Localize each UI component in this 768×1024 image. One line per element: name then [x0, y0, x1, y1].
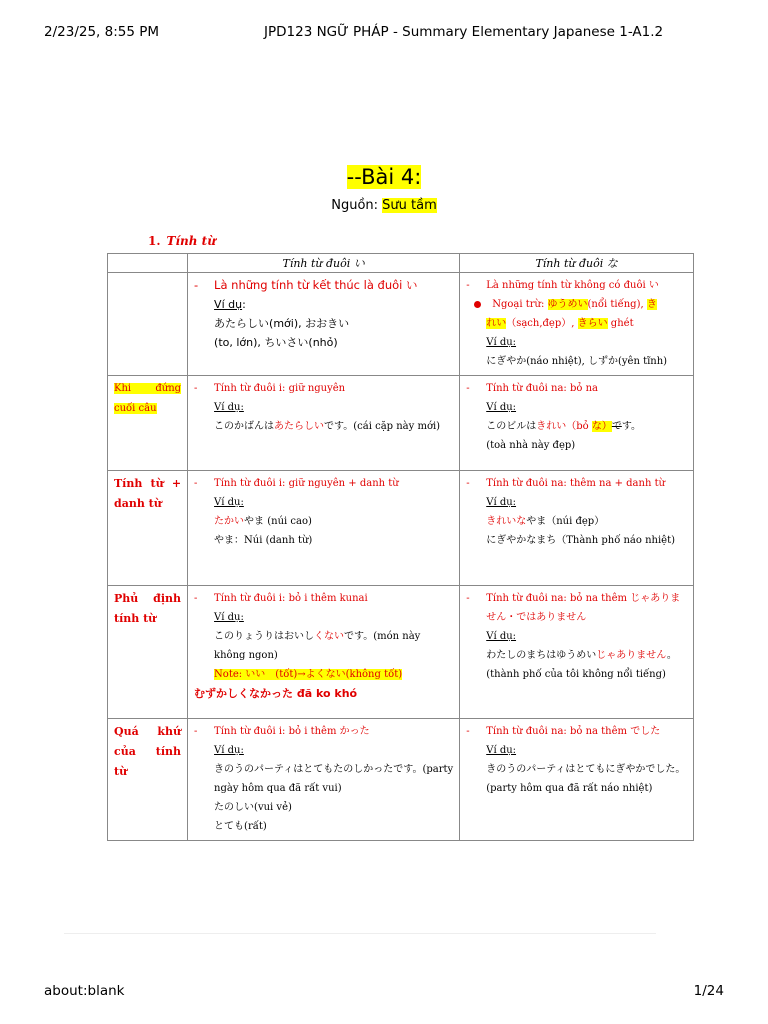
i-definition-rule: - Là những tính từ kết thúc là đuôi い	[194, 278, 418, 292]
na-rule-cell	[460, 719, 694, 841]
row-label-cell	[108, 471, 188, 586]
na-definition-cell	[460, 273, 694, 376]
na-exception-item-cont: れい（sạch,đẹp）, きらい ghét	[486, 318, 634, 329]
i-example: このかばんはあたらしいです。(cái cặp này mới)	[214, 421, 441, 432]
na-rule: - Tính từ đuôi na: bỏ na thêm でした	[466, 726, 661, 737]
na-example-label: Ví dụ:	[486, 497, 517, 508]
na-definition-rule: - Là những tính từ không có đuôi い	[466, 280, 659, 291]
print-page-number: 1/24	[693, 983, 724, 999]
i-rule-cell	[188, 471, 460, 586]
na-example-1: きのうのパーティはとてもにぎやかでした。(party hôm qua đã rất náo nhiệt)	[486, 764, 686, 794]
na-example-label: Ví dụ:	[486, 631, 517, 642]
print-url: about:blank	[44, 983, 125, 999]
header-na-adjective: Tính từ đuôi な	[460, 254, 694, 273]
i-rule-cell	[188, 719, 460, 841]
na-example-label: Ví dụ:	[486, 402, 517, 413]
table-row-definition	[108, 273, 694, 376]
i-definition-cell	[188, 273, 460, 376]
table-row-sentence-end	[108, 376, 694, 471]
table-row-adj-noun	[108, 471, 694, 586]
table-header-row	[108, 254, 694, 273]
i-rule-cell	[188, 376, 460, 471]
row-label-empty	[108, 273, 188, 376]
na-rule: - Tính từ đuôi na: bỏ na thêm じゃありません・ではありません	[466, 593, 681, 623]
na-exception-item: Ngoại trừ: ゆうめい(nổi tiếng), き	[466, 295, 687, 314]
na-rule: - Tính từ đuôi na: thêm na + danh từ	[466, 478, 666, 489]
page-divider	[64, 933, 656, 934]
i-rule: - Tính từ đuôi i: giữ nguyên	[194, 383, 346, 394]
source-value: Sưu tầm	[382, 198, 437, 213]
row-label-cell	[108, 719, 188, 841]
row-label-cell	[108, 586, 188, 719]
i-example-3: とても(rất)	[214, 821, 267, 832]
na-example-label: Ví dụ:	[486, 745, 517, 756]
row-label: Khi đứng cuối câu	[114, 383, 182, 414]
na-example-1: きれいなやま（núi đẹp）	[486, 516, 605, 527]
row-label: Phủ định tính từ	[114, 592, 182, 625]
row-label: Quá khứ của tính từ	[114, 725, 182, 778]
print-datetime: 2/23/25, 8:55 PM	[44, 24, 160, 40]
i-example-1: きのうのパーティはとてもたのしかったです。(party ngày hôm qua đã rất vui)	[214, 764, 454, 794]
source-sep: :	[373, 198, 383, 213]
lesson-title	[0, 165, 768, 189]
i-example-label: Ví dụ:	[214, 745, 244, 756]
source-label: Nguồn	[331, 198, 374, 213]
na-rule-cell	[460, 586, 694, 719]
source-line	[0, 198, 768, 213]
i-rule-cell	[188, 586, 460, 719]
i-definition-example-1: あたらしい(mới), おおきい	[214, 317, 350, 330]
i-example-label: Ví dụ:	[214, 612, 244, 623]
section-title: Tính từ	[166, 234, 216, 248]
header-empty-cell	[108, 254, 188, 273]
na-example: わたしのまちはゆうめいじゃありません。(thành phố của tôi không nổi tiếng)	[486, 650, 677, 680]
i-rule: - Tính từ đuôi i: bỏ i thêm kunai	[194, 593, 368, 604]
section-heading	[148, 234, 216, 248]
i-example-1: たかいやま (núi cao)	[214, 516, 312, 527]
section-number: 1.	[148, 234, 161, 248]
lesson-title-text: --Bài 4:	[346, 165, 422, 189]
i-example-label: Ví dụ:	[214, 402, 244, 413]
table-row-past	[108, 719, 694, 841]
i-note: Note: いい (tốt)→よくない(không tốt)	[214, 669, 403, 680]
na-definition-example-1: にぎやか(náo nhiệt), しずか(yên tĩnh)	[486, 356, 668, 367]
i-extra-example: むずかしくなかった đã ko khó	[194, 687, 358, 700]
i-rule: - Tính từ đuôi i: giữ nguyên + danh từ	[194, 478, 399, 489]
i-rule: - Tính từ đuôi i: bỏ i thêm かった	[194, 726, 370, 737]
table-row-negative	[108, 586, 694, 719]
i-example-2: やま：Núi (danh từ)	[214, 535, 313, 546]
i-definition-example-2: (to, lớn), ちいさい(nhỏ)	[214, 336, 338, 349]
i-example: このりょうりはおいしくないです。(món này không ngon)	[214, 631, 421, 661]
na-rule: - Tính từ đuôi na: bỏ na	[466, 383, 598, 394]
print-doc-title: JPD123 NGỮ PHÁP - Summary Elementary Japanese 1-A1.2	[264, 24, 664, 40]
adjective-table	[107, 253, 694, 841]
na-rule-cell	[460, 471, 694, 586]
header-i-adjective: Tính từ đuôi い	[188, 254, 460, 273]
na-example-2: にぎやかなまち（Thành phố náo nhiệt)	[486, 535, 676, 546]
row-label-cell	[108, 376, 188, 471]
na-rule-cell	[460, 376, 694, 471]
i-example-label: Ví dụ:	[214, 497, 244, 508]
i-example-2: たのしい(vui vẻ)	[214, 802, 292, 813]
na-definition-example-label: Ví dụ:	[486, 337, 517, 348]
i-definition-example-label: Ví dụ:	[214, 298, 246, 311]
row-label: Tính từ + danh từ	[114, 477, 182, 510]
na-example: このビルはきれい（bỏ な）です。 (toà nhà này đẹp)	[486, 421, 642, 451]
